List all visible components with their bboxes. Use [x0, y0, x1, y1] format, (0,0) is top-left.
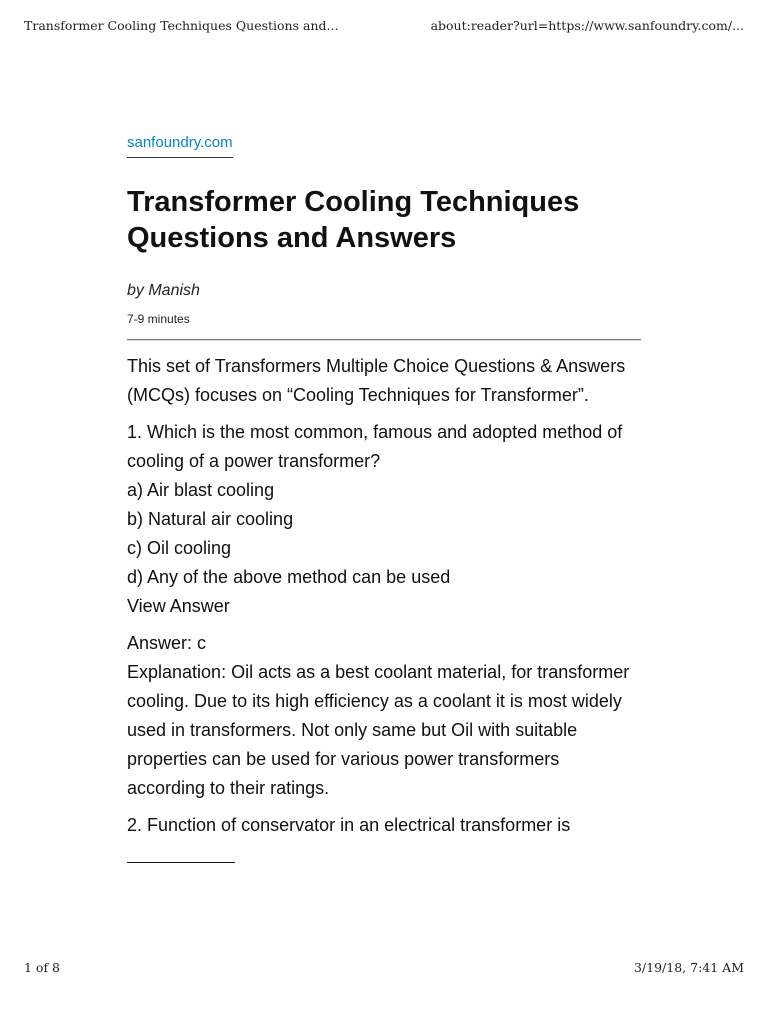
option-d: d) Any of the above method can be used: [127, 567, 451, 587]
answer-block: [127, 629, 641, 803]
print-header: [24, 18, 744, 38]
option-a: a) Air blast cooling: [127, 480, 275, 500]
header-divider: [127, 339, 641, 341]
reader-article: [127, 133, 641, 880]
option-c: c) Oil cooling: [127, 538, 232, 558]
print-url: about:reader?url=https://www.sanfoundry.com/...: [430, 18, 744, 33]
answer-text: Answer: c: [127, 633, 207, 653]
print-footer: [24, 960, 744, 980]
question-block: [127, 418, 641, 621]
question-text-2: 2. Function of conservator in an electrical transformer is: [127, 815, 571, 835]
article-title: Transformer Cooling Techniques Questions and Answers: [127, 186, 580, 254]
source-domain-link[interactable]: sanfoundry.com: [127, 133, 233, 158]
print-timestamp: 3/19/18, 7:41 AM: [633, 960, 744, 975]
article-content: [127, 352, 641, 872]
fill-in-blank: [127, 860, 235, 863]
view-answer-link[interactable]: View Answer: [127, 596, 230, 616]
print-page-title: Transformer Cooling Techniques Questions and...: [24, 18, 339, 33]
question-text: 1. Which is the most common, famous and adopted method of cooling of a power transformer?: [127, 422, 623, 471]
intro-paragraph: This set of Transformers Multiple Choice Questions & Answers (MCQs) focuses on “Cooling Techniques for Transformer”.: [127, 356, 626, 405]
question-block-2: [127, 811, 641, 872]
page-number: 1 of 8: [24, 960, 61, 975]
option-b: b) Natural air cooling: [127, 509, 294, 529]
article-byline: by Manish: [127, 282, 200, 299]
reading-time: 7-9 minutes: [127, 312, 190, 326]
explanation-text: Explanation: Oil acts as a best coolant material, for transformer cooling. Due to its high efficiency as a coolant it is most widely used in transformers. Not only same but Oil with suitable properties can be used for various power transformers according to their ratings.: [127, 662, 630, 798]
